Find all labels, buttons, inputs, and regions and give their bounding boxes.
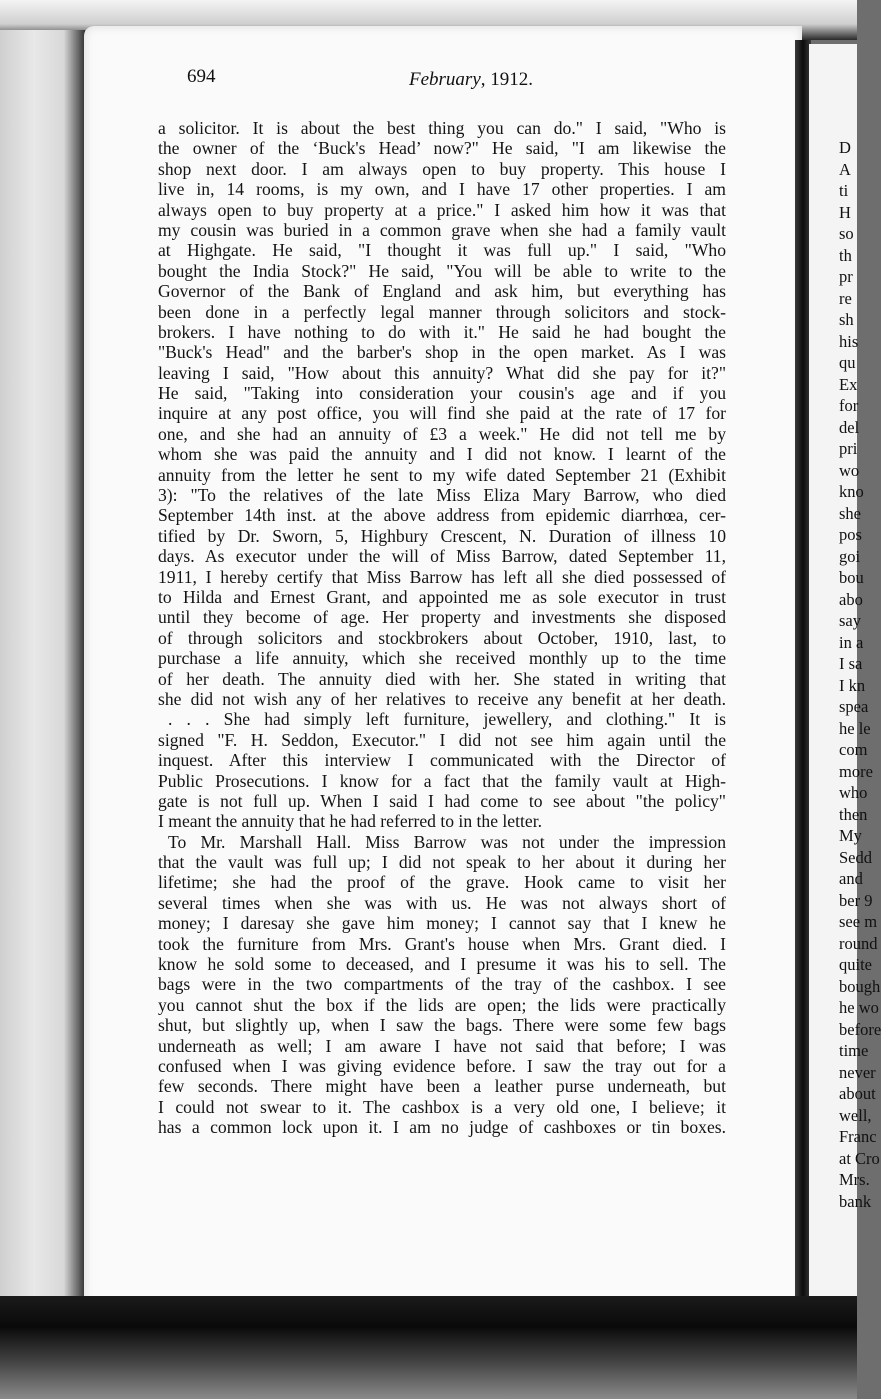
facing-page-fragment: wo xyxy=(839,461,860,480)
text-line: I meant the annuity that he had referred to in the letter. xyxy=(158,811,542,832)
text-line: of through solicitors and stockbrokers about October, 1910, last, to xyxy=(158,627,726,648)
body-text xyxy=(158,118,726,1138)
text-line: days. As executor under the will of Miss Barrow, dated September 11, xyxy=(158,546,726,567)
facing-page-fragment: for xyxy=(839,396,859,415)
text-line: 3): "To the relatives of the late Miss Eliza Mary Barrow, who died xyxy=(158,485,726,506)
text-line: she did not wish any of her relatives to receive any benefit at her death. xyxy=(158,688,726,709)
facing-page-fragment: qu xyxy=(839,353,856,372)
text-line: to Hilda and Ernest Grant, and appointed me as sole executor in trust xyxy=(158,586,726,607)
facing-page-fragment: My xyxy=(839,826,862,845)
text-line: underneath as well; I am aware I have not said that before; I was xyxy=(158,1035,726,1056)
facing-page-fragment: D xyxy=(839,138,851,157)
facing-page-fragment: abo xyxy=(839,590,863,609)
text-line: you cannot shut the box if the lids are open; the lids were practically xyxy=(158,994,726,1015)
text-line: inquire at any post office, you will find she paid at the rate of 17 for xyxy=(158,403,726,424)
facing-page-fragment: ti xyxy=(839,181,849,200)
facing-page-fragment: he wo xyxy=(839,998,879,1017)
facing-page-fragment: so xyxy=(839,224,854,243)
facing-page-fragment: time xyxy=(839,1041,869,1060)
text-line: To Mr. Marshall Hall. Miss Barrow was not under the impression xyxy=(168,831,726,852)
facing-page-fragment: spea xyxy=(839,697,869,716)
text-line: signed "F. H. Seddon, Executor." I did not see him again until the xyxy=(158,729,726,750)
facing-page-fragment: kno xyxy=(839,482,864,501)
text-line: the owner of the ‘Buck's Head’ now?" He said, "I am likewise the xyxy=(158,138,726,159)
text-line: bags were in the two compartments of the tray of the cashbox. I see xyxy=(158,974,726,995)
text-line: whom she was paid the annuity and I did not know. I learnt of the xyxy=(158,444,726,465)
scan-left-margin xyxy=(0,30,85,1330)
text-line: shut, but slightly up, when I saw the bags. There were some few bags xyxy=(158,1015,726,1036)
facing-page-fragment: round xyxy=(839,934,878,953)
text-line: a solicitor. It is about the best thing you can do." I said, "Who is xyxy=(158,118,726,138)
text-line: has a common lock upon it. I am no judge of cashboxes or tin boxes. xyxy=(158,1117,726,1138)
facing-page-fragment: about xyxy=(839,1084,876,1103)
facing-page-fragment: Mrs. xyxy=(839,1170,870,1189)
facing-page-fragment: Sedd xyxy=(839,848,872,867)
facing-page-fragment: pos xyxy=(839,525,862,544)
facing-page-fragment: say xyxy=(839,611,861,630)
facing-page-fragment: re xyxy=(839,289,852,308)
text-line: always open to buy property at a price." I asked him how it was that xyxy=(158,199,726,220)
facing-page-fragment: never xyxy=(839,1063,876,1082)
facing-page-fragment: then xyxy=(839,805,868,824)
text-line: money; I daresay she gave him money; I cannot say that I knew he xyxy=(158,913,726,934)
facing-page-fragment: bou xyxy=(839,568,864,587)
facing-page-fragment: sh xyxy=(839,310,854,329)
facing-page-fragment: quite xyxy=(839,955,872,974)
text-line: until they become of age. Her property and investments she disposed xyxy=(158,607,726,628)
facing-page-fragment: H xyxy=(839,203,851,222)
text-line: shop next door. I am always open to buy property. This house I xyxy=(158,158,726,179)
facing-page-fragment: th xyxy=(839,246,852,265)
facing-page-fragment: at Cro xyxy=(839,1149,880,1168)
text-line: at Highgate. He said, "I thought it was full up." I said, "Who xyxy=(158,240,726,261)
facing-page-fragment: and xyxy=(839,869,863,888)
facing-page-fragment: I kn xyxy=(839,676,866,695)
facing-page-fragment: before xyxy=(839,1020,881,1039)
text-line: one, and she had an annuity of £3 a week." He did not tell me by xyxy=(158,423,726,444)
text-line: inquest. After this interview I communicated with the Director of xyxy=(158,750,726,771)
text-line: been done in a perfectly legal manner through solicitors and stock- xyxy=(158,301,726,322)
facing-page-fragment: in a xyxy=(839,633,864,652)
facing-page-fragment: Franc xyxy=(839,1127,877,1146)
facing-page-fragment: com xyxy=(839,740,868,759)
facing-page-fragment: A xyxy=(839,160,851,179)
page-header xyxy=(87,66,707,96)
facing-page-fragment: see m xyxy=(839,912,878,931)
facing-page-fragment: he le xyxy=(839,719,871,738)
text-line: purchase a life annuity, which she received monthly up to the time xyxy=(158,648,726,669)
text-line: "Buck's Head" and the barber's shop in the open market. As I was xyxy=(158,342,726,363)
text-line: know he sold some to deceased, and I presume it was his to sell. The xyxy=(158,954,726,975)
facing-page-fragment: who xyxy=(839,783,868,802)
text-line: Governor of the Bank of England and ask him, but everything has xyxy=(158,281,726,302)
facing-page-fragment: bough xyxy=(839,977,881,996)
text-line: lifetime; she had the proof of the grave. Hook came to visit her xyxy=(158,872,726,893)
facing-page-fragment: his xyxy=(839,332,859,351)
text-line: several times when she was with us. He was not always short of xyxy=(158,892,726,913)
text-line: annuity from the letter he sent to my wife dated September 21 (Exhibit xyxy=(158,464,726,485)
text-line: . . . She had simply left furniture, jewellery, and clothing." It is xyxy=(168,709,726,730)
text-line: bought the India Stock?" He said, "You will be able to write to the xyxy=(158,260,726,281)
facing-page-fragment: she xyxy=(839,504,861,523)
scan-bottom-edge xyxy=(0,1296,857,1399)
facing-page-fragment: del xyxy=(839,418,860,437)
text-line: of her death. The annuity died with her. She stated in writing that xyxy=(158,668,726,689)
facing-page-fragment: well, xyxy=(839,1106,872,1125)
text-line: my cousin was buried in a common grave when she had a family vault xyxy=(158,219,726,240)
text-line: live in, 14 rooms, is my own, and I have 17 other properties. I am xyxy=(158,179,726,200)
running-head-year: , 1912. xyxy=(480,69,534,90)
facing-page-fragment: goi xyxy=(839,547,861,566)
text-line: leaving I said, "How about this annuity? What did she pay for it?" xyxy=(158,362,726,383)
facing-page-fragment: ber 9 xyxy=(839,891,873,910)
text-line: confused when I was giving evidence before. I saw the tray out for a xyxy=(158,1055,726,1076)
text-line: tified by Dr. Sworn, 5, Highbury Crescent, N. Duration of illness 10 xyxy=(158,525,726,546)
running-head xyxy=(409,69,533,91)
text-line: He said, "Taking into consideration your cousin's age and if you xyxy=(158,383,726,404)
facing-page-edge xyxy=(809,44,881,1304)
text-line: brokers. I have nothing to do with it." He said he had bought the xyxy=(158,321,726,342)
facing-page-fragment: bank xyxy=(839,1192,872,1211)
text-line: took the furniture from Mrs. Grant's house when Mrs. Grant died. I xyxy=(158,933,726,954)
facing-page-fragment: more xyxy=(839,762,873,781)
facing-page-fragment: Ex xyxy=(839,375,858,394)
text-line: 1911, I hereby certify that Miss Barrow has left all she died possessed of xyxy=(158,566,726,587)
running-head-month: February xyxy=(409,69,481,90)
facing-page-fragment: pri xyxy=(839,439,858,458)
text-line: Public Prosecutions. I know for a fact that the family vault at High- xyxy=(158,770,726,791)
text-line: September 14th inst. at the above address from epidemic diarrhœa, cer- xyxy=(158,505,726,526)
facing-page-fragment: pr xyxy=(839,267,853,286)
facing-page-fragment: I sa xyxy=(839,654,863,673)
page-number: 694 xyxy=(187,66,216,87)
text-line: gate is not full up. When I said I had come to see about "the policy" xyxy=(158,790,726,811)
text-line: I could not swear to it. The cashbox is a very old one, I believe; it xyxy=(158,1096,726,1117)
text-line: that the vault was full up; I did not speak to her about it during her xyxy=(158,852,726,873)
text-line: few seconds. There might have been a leather purse underneath, but xyxy=(158,1076,726,1097)
